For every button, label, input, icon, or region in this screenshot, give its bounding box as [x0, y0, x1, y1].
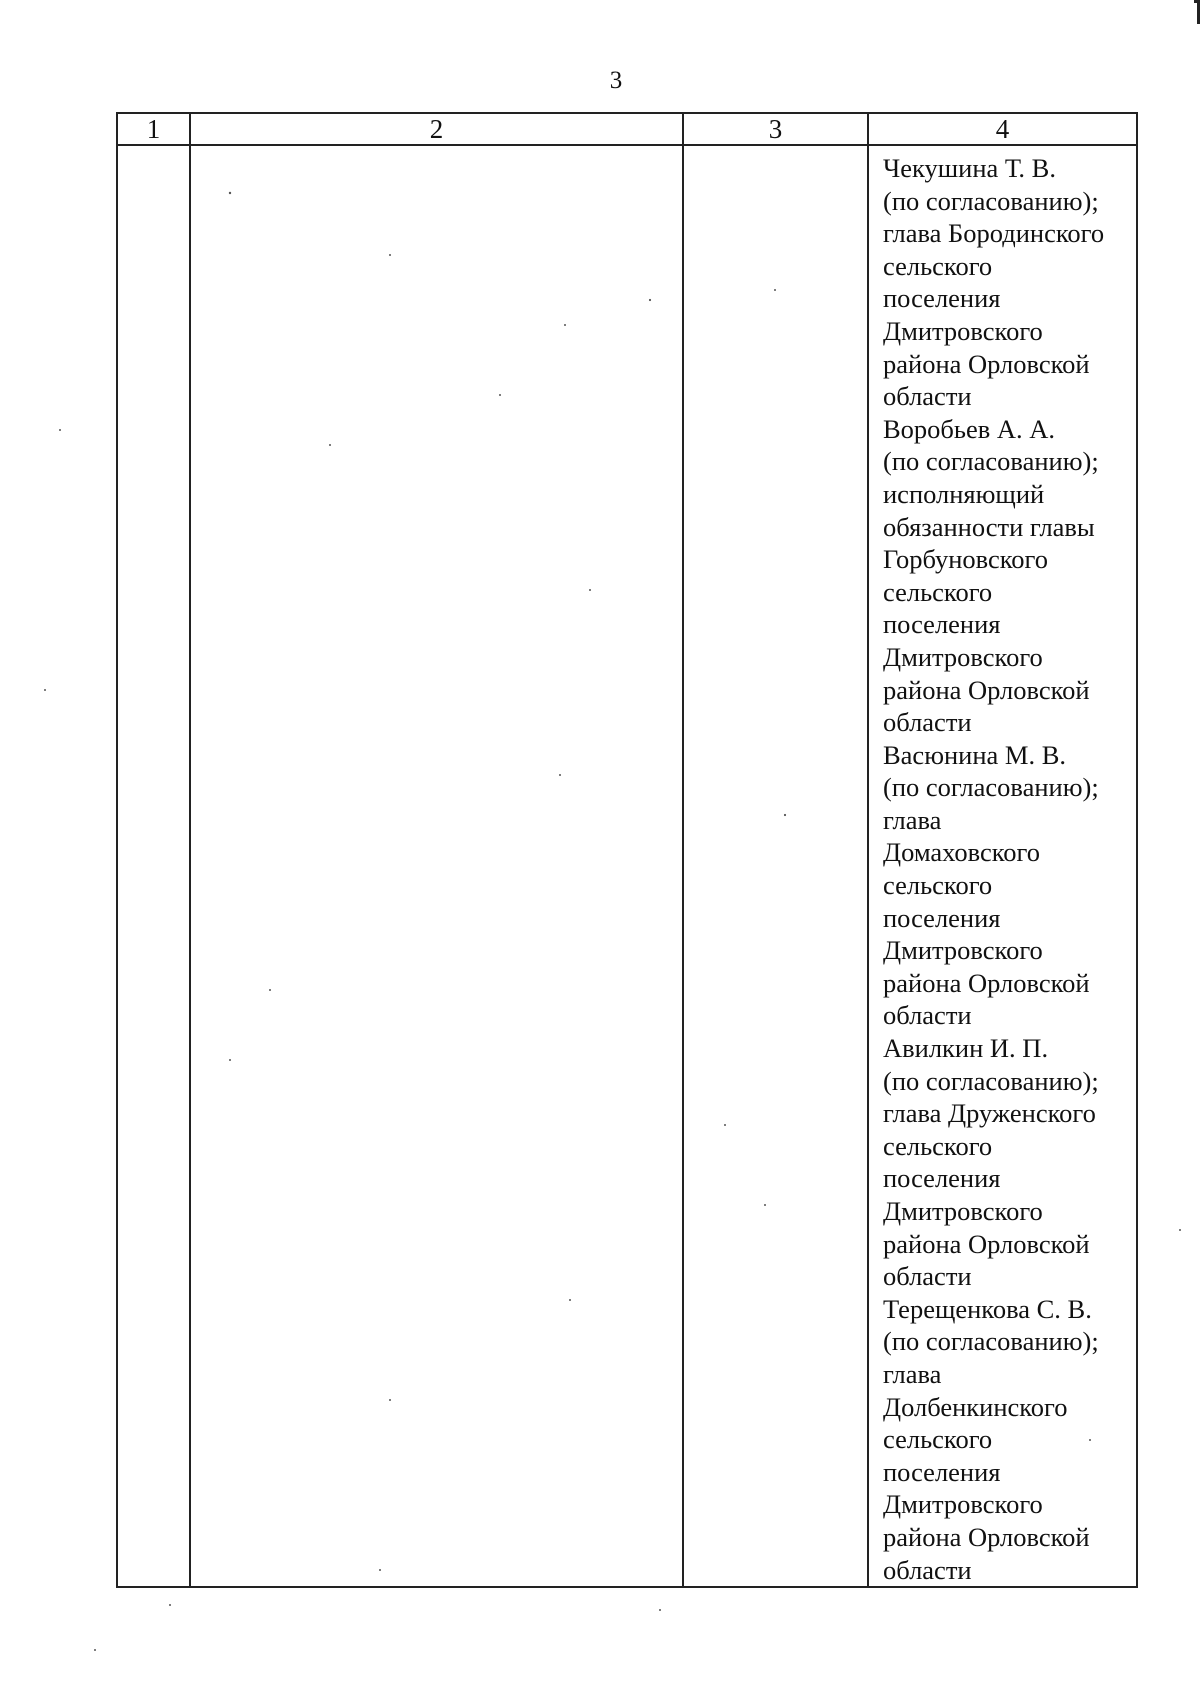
document-table [116, 112, 1138, 1588]
entry-line: района Орловской [883, 1521, 1090, 1552]
column-4-cell [868, 145, 1137, 1587]
entry-line: (по согласованию); [883, 446, 1099, 477]
entry-line: сельского [883, 1130, 993, 1161]
entry-line: Васюнина М. В. [883, 739, 1067, 770]
table-row [117, 145, 1137, 1587]
column-header-4: 4 [868, 113, 1137, 145]
entry-line: Долбенкинского [883, 1391, 1068, 1422]
entry-line: Дмитровского [883, 641, 1043, 672]
entry-line: Терещенкова С. В. [883, 1293, 1092, 1324]
entry-line: сельского [883, 250, 993, 281]
entry-line: поселения [883, 283, 1001, 314]
entry-line: глава [883, 1358, 942, 1389]
table-header-row [117, 113, 1137, 145]
entry-line: обязанности главы [883, 511, 1095, 542]
entry-line: сельского [883, 576, 993, 607]
entry-line: Авилкин И. П. [883, 1033, 1049, 1064]
entry-line: глава [883, 804, 942, 835]
entry-line: сельского [883, 870, 993, 901]
column-2-cell [190, 145, 683, 1587]
entry-line: Горбуновского [883, 544, 1049, 575]
entry-line: Дмитровского [883, 1196, 1043, 1226]
page-number: 3 [609, 67, 623, 94]
entry-line: Дмитровского [883, 935, 1043, 966]
entry-line: района Орловской [883, 674, 1090, 705]
column-1-cell [117, 145, 190, 1587]
entry-line: области [883, 1554, 972, 1585]
entry-line: района Орловской [883, 348, 1090, 379]
entry-line: Домаховского [883, 837, 1041, 868]
entry-line: (по согласованию); [883, 1326, 1099, 1357]
entry-line: поселения [883, 609, 1001, 640]
entry-line: (по согласованию); [883, 185, 1099, 216]
entry-line: области [883, 707, 972, 738]
entry-line: Дмитровского [883, 1489, 1043, 1520]
entry-line: области [883, 381, 972, 412]
column-header-3: 3 [683, 113, 868, 145]
entry-line: поселения [883, 1163, 1001, 1194]
entry-line: (по согласованию); [883, 1065, 1099, 1096]
column-header-1: 1 [117, 113, 190, 145]
entry-line: глава Бородинского [883, 218, 1105, 249]
entry-line: Чекушина Т. В. [883, 153, 1056, 183]
entry-line: области [883, 1261, 972, 1292]
entry-line: Воробьев А. А. [883, 413, 1056, 444]
entry-line: района Орловской [883, 967, 1090, 998]
column-header-2: 2 [190, 113, 683, 145]
officials-list [869, 146, 1136, 1586]
entry-line: глава Друженского [883, 1098, 1096, 1129]
column-3-cell [683, 145, 868, 1587]
entry-line: поселения [883, 1456, 1001, 1487]
scan-corner-mark [1194, 0, 1200, 24]
entry-line: сельского [883, 1424, 993, 1455]
entry-line: исполняющий [883, 478, 1045, 509]
entry-line: поселения [883, 902, 1001, 933]
entry-line: области [883, 1000, 972, 1031]
entry-line: района Орловской [883, 1228, 1090, 1259]
entry-line: (по согласованию); [883, 772, 1099, 803]
entry-line: Дмитровского [883, 315, 1043, 346]
